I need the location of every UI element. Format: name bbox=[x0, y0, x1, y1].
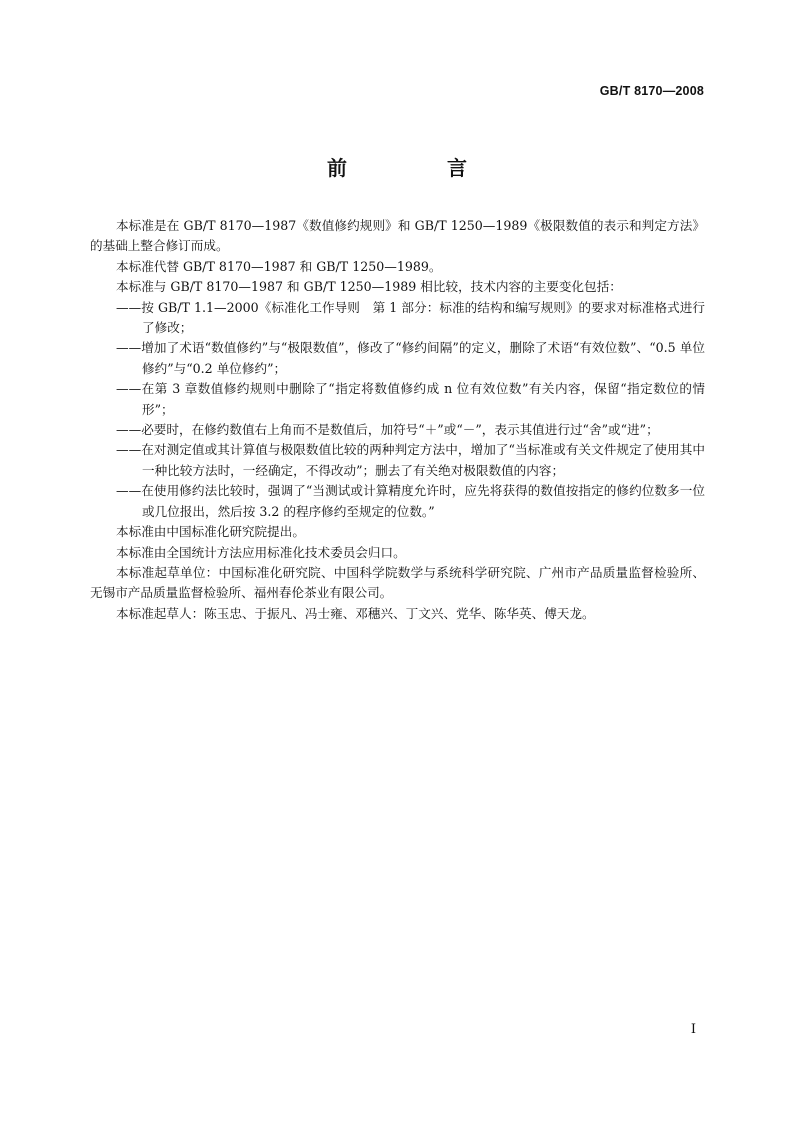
intro-paragraph: 本标准代替 GB/T 8170—1987 和 GB/T 1250—1989。 bbox=[116, 258, 442, 274]
outro-paragraph: 本标准由中国标准化研究院提出。 bbox=[116, 524, 305, 540]
intro-paragraph: 本标准与 GB/T 8170—1987 和 GB/T 1250—1989 相比较，技术内容的主要变化包括： bbox=[116, 279, 622, 295]
change-item: ——增加了术语“数值修约”与“极限数值”，修改了“修约间隔”的定义，删除了术语“有效位数”、“0.5 单位修约”与“0.2 单位修约”； bbox=[116, 340, 705, 376]
change-item: ——必要时，在修约数值右上角而不是数值后，加符号“＋”或“－”，表示其值进行过“舍”或“进”； bbox=[116, 422, 659, 438]
document-body bbox=[90, 216, 705, 624]
intro-paragraph: 本标准是在 GB/T 8170—1987《数值修约规则》和 GB/T 1250—1989《极限数值的表示和判定方法》的基础上整合修订而成。 bbox=[90, 218, 705, 254]
outro-paragraph: 本标准起草人：陈玉忠、于振凡、冯士雍、邓穗兴、丁文兴、党华、陈华英、傅天龙。 bbox=[116, 605, 595, 621]
outro-paragraph: 本标准由全国统计方法应用标准化技术委员会归口。 bbox=[116, 544, 406, 560]
page-number: I bbox=[690, 1022, 696, 1037]
outro-paragraph: 本标准起草单位：中国标准化研究院、中国科学院数学与系统科学研究院、广州市产品质量监督检验所、无锡市产品质量监督检验所、福州春伦茶业有限公司。 bbox=[90, 564, 705, 601]
change-item: ——在使用修约法比较时，强调了“当测试或计算精度允许时，应先将获得的数值按指定的修约位数多一位或几位报出，然后按 3.2 的程序修约至规定的位数。” bbox=[116, 483, 705, 519]
change-item: ——按 GB/T 1.1—2000《标准化工作导则 第 1 部分：标准的结构和编写规则》的要求对标准格式进行了修改； bbox=[116, 299, 705, 336]
page-title: 前 言 bbox=[327, 156, 507, 180]
change-item: ——在对测定值或其计算值与极限数值比较的两种判定方法中，增加了“当标准或有关文件规定了使用其中一种比较方法时，一经确定，不得改动”；删去了有关绝对极限数值的内容； bbox=[116, 442, 705, 478]
change-item: ——在第 3 章数值修约规则中删除了“指定将数值修约成 n 位有效位数”有关内容，保留“指定数位的情形”； bbox=[116, 381, 705, 417]
standard-code: GB/T 8170—2008 bbox=[599, 84, 704, 98]
